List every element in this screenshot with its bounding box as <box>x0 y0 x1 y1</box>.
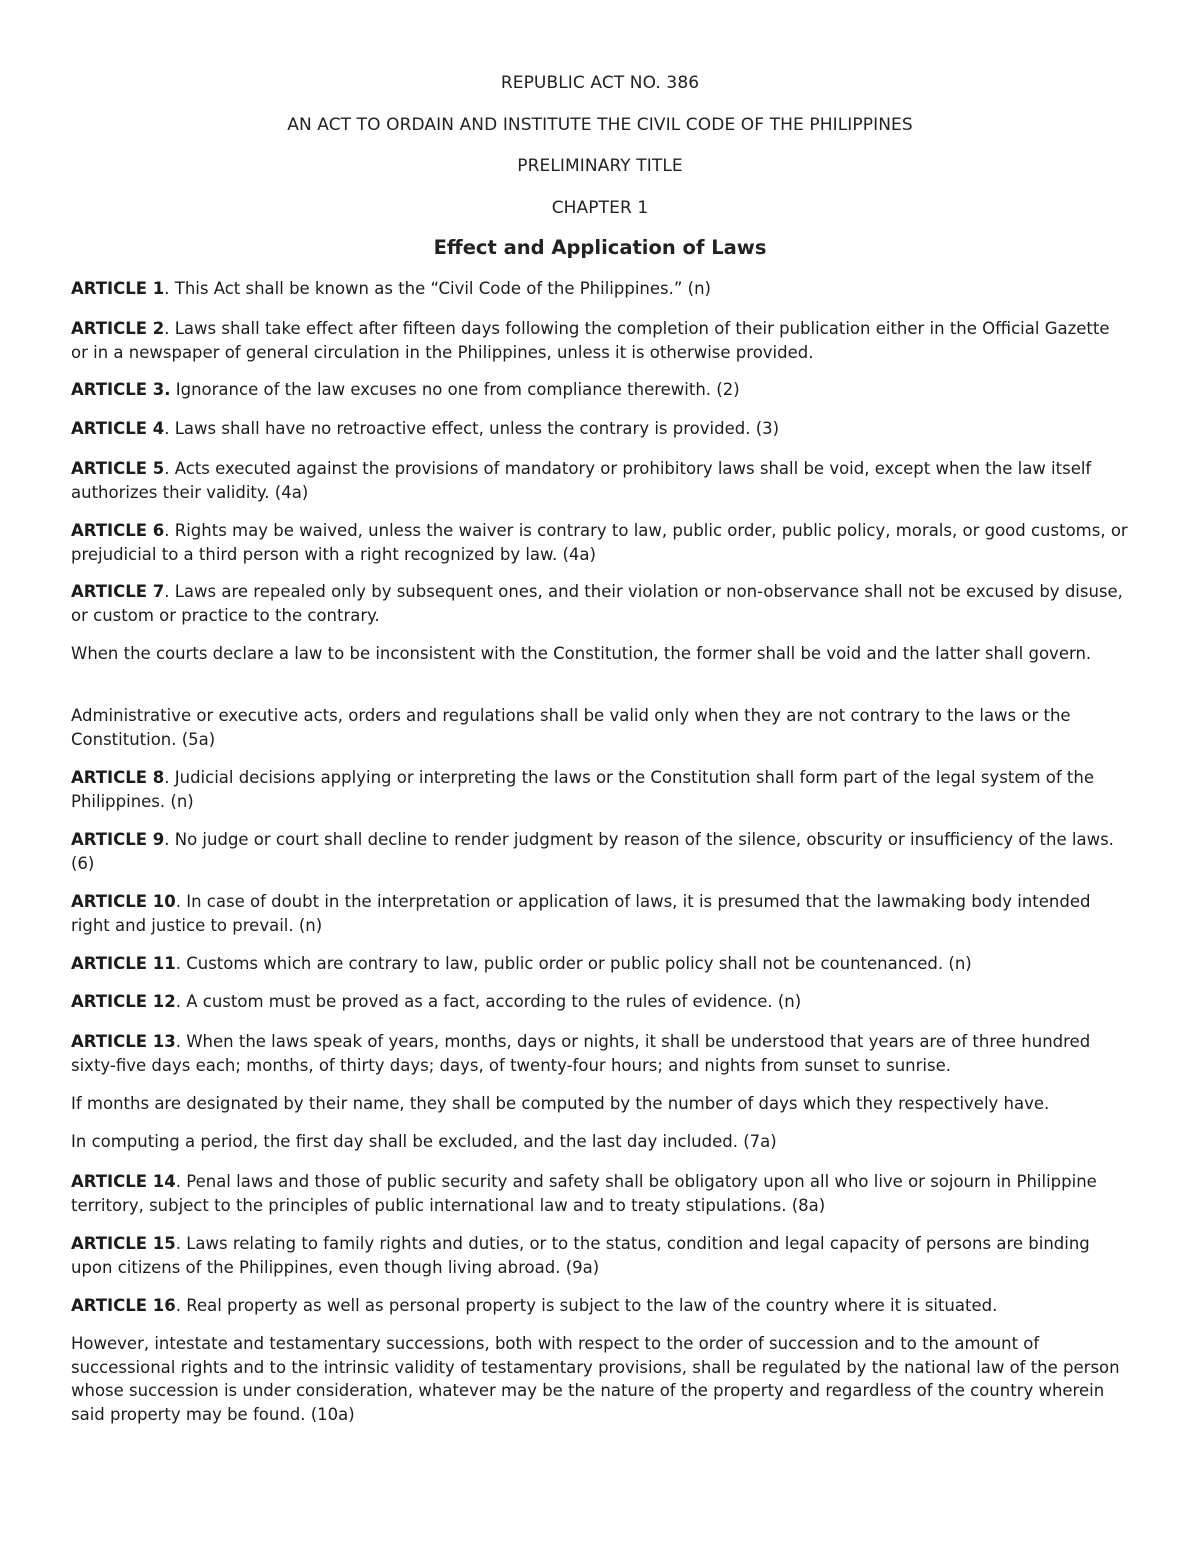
article-text: . A custom must be proved as a fact, according to the rules of evidence. (n) <box>175 992 802 1011</box>
article-label: ARTICLE 10 <box>71 892 176 911</box>
article-label: ARTICLE 16 <box>71 1296 176 1315</box>
article-text: . In case of doubt in the interpretation or application of laws, it is presumed that the lawmaking body intended right and justice to prevail. (n) <box>71 892 1091 935</box>
article-text: . Laws shall have no retroactive effect, unless the contrary is provided. (3) <box>164 419 780 438</box>
article-text: Ignorance of the law excuses no one from compliance therewith. (2) <box>170 380 740 399</box>
article-label: ARTICLE 3. <box>71 380 171 399</box>
article-15 <box>71 1232 1131 1279</box>
article-12 <box>71 990 1131 1014</box>
article-text: . Laws are repealed only by subsequent ones, and their violation or non-observance shall not be excused by disuse, or custom or practice to the contrary. <box>71 582 1123 625</box>
article-text: . Laws shall take effect after fifteen days following the completion of their publication either in the Official Gazette or in a newspaper of general circulation in the Philippines, unless it is otherwise provided. <box>71 319 1110 362</box>
article-14 <box>71 1170 1131 1217</box>
article-text: . Judicial decisions applying or interpreting the laws or the Constitution shall form part of the legal system of the Philippines. (n) <box>71 768 1095 811</box>
paragraph-text: However, intestate and testamentary successions, both with respect to the order of succession and to the amount of successional rights and to the intrinsic validity of testamentary provisions, shall be regulated by the national law of the person whose succession is under consideration, whatever may be the nature of the property and regardless of the country wherein said property may be found. (10a) <box>71 1334 1120 1424</box>
article-2 <box>71 317 1131 364</box>
article-label: ARTICLE 2 <box>71 319 165 338</box>
article-text: . Acts executed against the provisions of mandatory or prohibitory laws shall be void, except when the law itself authorizes their validity. (4a) <box>71 459 1092 502</box>
article-text: . Real property as well as personal property is subject to the law of the country where it is situated. <box>175 1296 998 1315</box>
article-label: ARTICLE 5 <box>71 459 165 478</box>
article-text: . No judge or court shall decline to render judgment by reason of the silence, obscurity or insufficiency of the laws. (6) <box>71 830 1114 873</box>
article-label: ARTICLE 15 <box>71 1234 176 1253</box>
article-3 <box>71 378 1131 402</box>
paragraph-text: If months are designated by their name, they shall be computed by the number of days which they respectively have. <box>71 1094 1050 1113</box>
article-7-paragraph-3 <box>71 704 1131 751</box>
preliminary-title: PRELIMINARY TITLE <box>517 156 683 176</box>
article-label: ARTICLE 11 <box>71 954 176 973</box>
article-label: ARTICLE 13 <box>71 1032 176 1051</box>
article-text: . Rights may be waived, unless the waiver is contrary to law, public order, public policy, morals, or good customs, or prejudicial to a third person with a right recognized by law. (4a) <box>71 521 1128 564</box>
article-16-paragraph-2 <box>71 1332 1131 1426</box>
article-6 <box>71 519 1131 566</box>
article-text: . When the laws speak of years, months, days or nights, it shall be understood that years are of three hundred sixty-five days each; months, of thirty days; days, of twenty-four hours; and nights from sunset to sunrise. <box>71 1032 1091 1075</box>
article-16 <box>71 1294 1131 1318</box>
article-13-paragraph-3 <box>71 1130 1131 1154</box>
article-13-paragraph-2 <box>71 1092 1131 1116</box>
article-8 <box>71 766 1131 813</box>
article-text: . This Act shall be known as the “Civil Code of the Philippines.” (n) <box>164 279 711 298</box>
article-label: ARTICLE 7 <box>71 582 165 601</box>
article-text: . Customs which are contrary to law, public order or public policy shall not be countenanced. (n) <box>175 954 972 973</box>
article-label: ARTICLE 4 <box>71 419 165 438</box>
article-label: ARTICLE 12 <box>71 992 176 1011</box>
article-label: ARTICLE 8 <box>71 768 165 787</box>
act-number: REPUBLIC ACT NO. 386 <box>500 73 700 93</box>
article-label: ARTICLE 9 <box>71 830 165 849</box>
article-7 <box>71 580 1131 627</box>
chapter-number: CHAPTER 1 <box>551 198 649 218</box>
article-text: . Penal laws and those of public security and safety shall be obligatory upon all who live or sojourn in Philippine territory, subject to the principles of public international law and to treaty stipulations. (8a) <box>71 1172 1097 1215</box>
article-label: ARTICLE 14 <box>71 1172 176 1191</box>
paragraph-text: In computing a period, the first day shall be excluded, and the last day included. (7a) <box>71 1132 777 1151</box>
article-7-paragraph-2 <box>71 642 1131 666</box>
article-4 <box>71 417 1131 441</box>
paragraph-text: Administrative or executive acts, orders and regulations shall be valid only when they are not contrary to the laws or the Constitution. (5a) <box>71 706 1071 749</box>
chapter-title: Effect and Application of Laws <box>433 236 767 259</box>
article-label: ARTICLE 6 <box>71 521 165 540</box>
act-title: AN ACT TO ORDAIN AND INSTITUTE THE CIVIL CODE OF THE PHILIPPINES <box>287 115 913 135</box>
article-text: . Laws relating to family rights and duties, or to the status, condition and legal capacity of persons are binding upon citizens of the Philippines, even though living abroad. (9a) <box>71 1234 1090 1277</box>
article-13 <box>71 1030 1131 1077</box>
paragraph-text: When the courts declare a law to be inconsistent with the Constitution, the former shall be void and the latter shall govern. <box>71 644 1092 663</box>
article-1 <box>71 277 1131 301</box>
article-label: ARTICLE 1 <box>71 279 165 298</box>
article-11 <box>71 952 1131 976</box>
article-10 <box>71 890 1131 937</box>
article-9 <box>71 828 1131 875</box>
article-5 <box>71 457 1131 504</box>
